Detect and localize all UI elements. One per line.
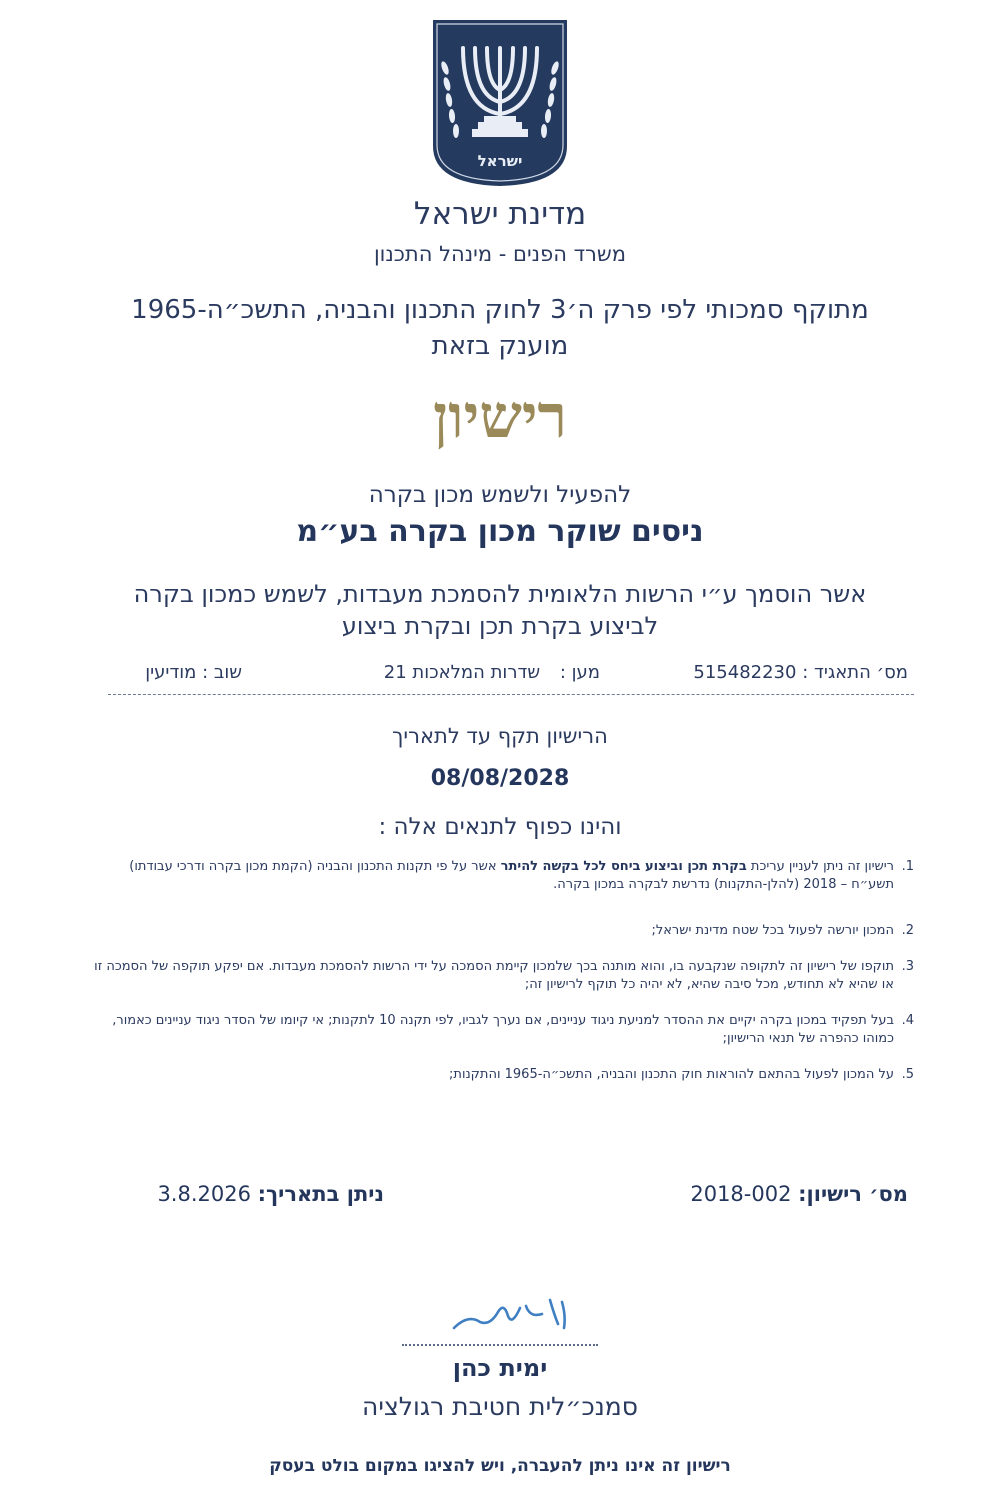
condition-number: 3. [901,959,914,974]
corporation-number [693,662,908,683]
authority-statement [0,292,1000,364]
condition-text: תוקפו של רישיון זה לתקופה שנקבעה בו, והוא מותנה בכך שלמכון קיימת הסמכה על ידי הרשות להסמכת מעבדות. אם יפקע תוקפה של הסמכה זו או שהיא לא תחודש, מכל סיבה שהיא, לא יהיה כל תוקף לרישיון זה; [94,959,894,992]
condition-item [92,958,914,994]
issue-date-label: ניתן בתאריך: [257,1182,384,1206]
conditions-intro: והינו כפוף לתנאים אלה : [378,814,622,840]
condition-text: רישיון זה ניתן לעניין עריכת [746,859,894,874]
state-name: מדינת ישראל [413,196,587,232]
state-emblem-menorah-icon [431,18,569,188]
svg-text:ישראל: ישראל [477,152,523,170]
city-value: מודיעין [145,662,197,683]
corporation-number-value: 515482230 [693,662,797,683]
address [384,662,600,683]
company-name: ניסים שוקר מכון בקרה בע״מ [296,514,704,549]
signer-role: סמנכ״לית חטיבת רגולציה [362,1392,638,1421]
details-divider [108,694,914,695]
issue-date [157,1182,384,1206]
condition-number: 2. [901,923,914,938]
license-number-label: מס׳ רישיון: [798,1182,908,1206]
condition-item [92,1066,914,1084]
footer-notice: רישיון זה אינו ניתן להעברה, ויש להציגו במקום בולט בעסק [269,1456,731,1476]
condition-item [92,1012,914,1048]
condition-item [92,922,914,940]
signature-line [402,1344,598,1346]
accreditation-statement [0,578,1000,642]
condition-emphasis: בקרת תכן וביצוע ביחס לכל בקשה להיתר [500,859,747,874]
condition-item [92,858,914,894]
handwritten-signature [446,1294,576,1334]
address-label: מען : [559,662,600,683]
license-title: רישיון [432,382,568,452]
condition-text-continued: אשר על פי תקנות התכנון והבניה (הקמת מכון בקרה ודרכי עבודתו) תשע״ח – 2018 (להלן-התקנות) נדרשת לבקרה במכון בקרה. [129,859,894,892]
license-number-value: 2018-002 [690,1182,792,1206]
condition-text: על המכון לפעול בהתאם להוראות חוק התכנון והבניה, התשכ״ה-1965 והתקנות; [449,1067,894,1082]
city-label: שוב : [202,662,242,683]
license-number [690,1182,908,1206]
corporation-number-label: מס׳ התאגיד : [802,662,908,683]
condition-number: 4. [901,1013,914,1028]
condition-number: 1. [901,859,914,874]
accreditation-line-1: אשר הוסמך ע״י הרשות הלאומית להסמכת מעבדות, לשמש כמכון בקרה [133,580,867,608]
issue-date-value: 3.8.2026 [157,1182,251,1206]
ministry-name: משרד הפנים - מינהל התכנון [373,242,627,266]
city [145,662,242,683]
address-value: שדרות המלאכות 21 [383,662,541,683]
accreditation-line-2: לביצוע בקרת תכן ובקרת ביצוע [341,612,659,640]
condition-text: בעל תפקיד במכון בקרה יקיים את ההסדר למניעת ניגוד עניינים, אם נערך לגביו, לפי תקנה 10 לתקנות; אי קיומו של הסדר ניגוד עניינים כאמור, כמוהו כהפרה של תנאי הרישיון; [112,1013,894,1046]
condition-number: 5. [901,1067,914,1082]
authority-line-1: מתוקף סמכותי לפי פרק ה׳3 לחוק התכנון והבניה, התשכ״ה-1965 [131,295,869,325]
conditions-list [92,858,914,1102]
signer-name: ימית כהן [452,1354,548,1382]
validity-date: 08/08/2028 [430,766,570,791]
condition-text: המכון יורשה לפעול בכל שטח מדינת ישראל; [651,923,894,938]
validity-label: הרישיון תקף עד לתאריך [392,724,608,748]
license-purpose: להפעיל ולשמש מכון בקרה [368,482,632,508]
authority-line-2: מוענק בזאת [431,331,569,361]
